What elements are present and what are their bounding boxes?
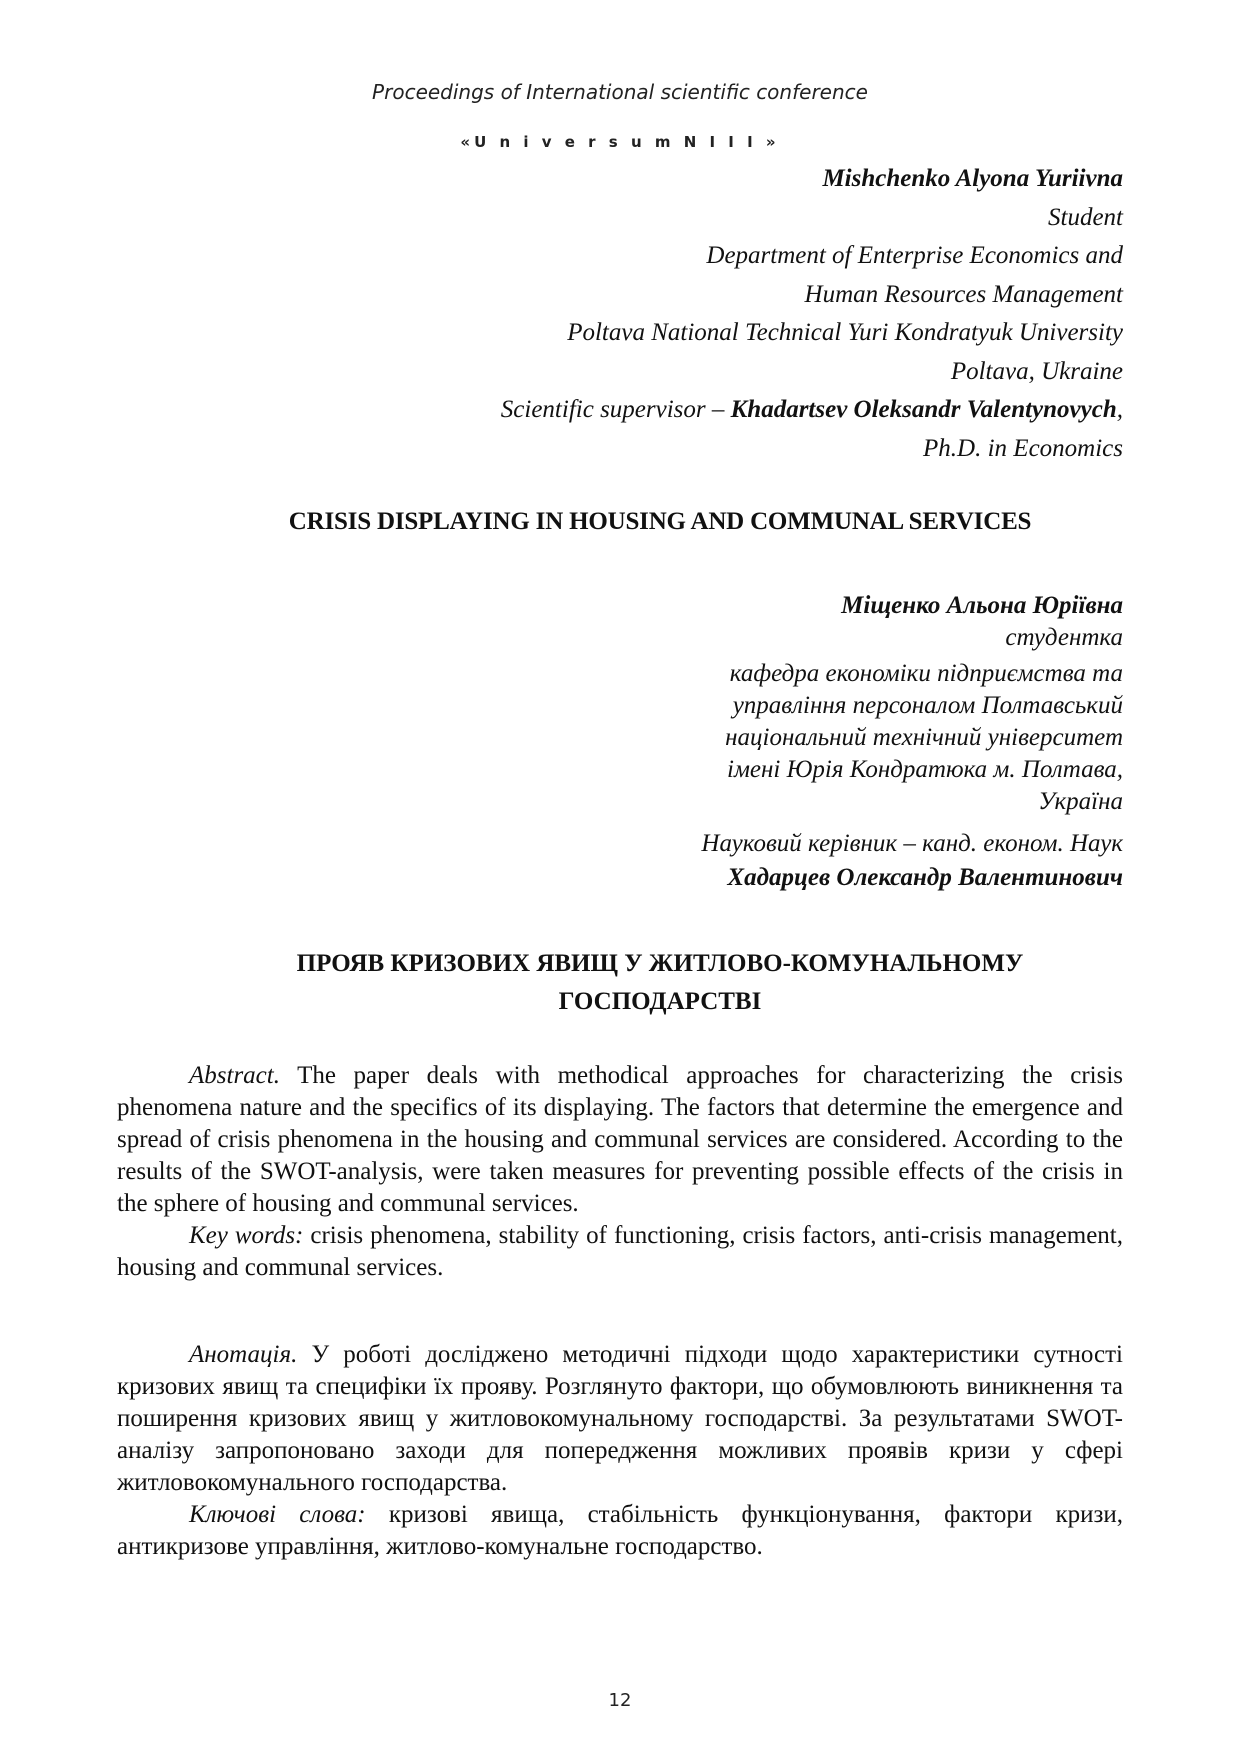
author-position-ua: студентка bbox=[1005, 624, 1123, 651]
page-number: 12 bbox=[608, 1690, 632, 1711]
affiliation-line1-ua: кафедра економіки підприємства та bbox=[729, 660, 1123, 687]
keywords-text-ua: кризові явища, стабільність функціонування, фактори кризи, антикризове управління, житлово-комунальне господарство. bbox=[117, 1501, 1123, 1560]
author-block-ua bbox=[633, 590, 1123, 895]
affiliation-line3-ua: національний технічний університет bbox=[725, 724, 1123, 751]
author-department-line1-en: Department of Enterprise Economics and bbox=[706, 242, 1123, 269]
conference-name: «U n i v e r s u m N I I I » bbox=[460, 133, 780, 151]
supervisor-name-ua: Хадарцев Олександр Валентинович bbox=[727, 864, 1123, 891]
abstract-en bbox=[117, 1060, 1123, 1284]
supervisor-name-en: Khadartsev Oleksandr Valentynovych bbox=[730, 396, 1117, 423]
paper-title-en: CRISIS DISPLAYING IN HOUSING AND COMMUNAL SERVICES bbox=[288, 508, 1032, 535]
affiliation-line4-ua: імені Юрія Кондратюка м. Полтава, bbox=[727, 756, 1123, 783]
supervisor-suffix-en: , bbox=[1116, 396, 1123, 423]
author-affiliation-ua bbox=[633, 658, 1123, 818]
author-department-line2-en: Human Resources Management bbox=[804, 280, 1123, 308]
title-ua-line2: ГОСПОДАРСТВІ bbox=[558, 988, 762, 1015]
keywords-label-ua: Ключові слова: bbox=[189, 1501, 366, 1528]
keywords-text-en: crisis phenomena, stability of functioning, crisis factors, anti-crisis management, housing and communal services. bbox=[117, 1222, 1123, 1281]
abstract-ua bbox=[117, 1339, 1123, 1563]
supervisor-line-en bbox=[501, 391, 1123, 430]
running-head: Proceedings of International scientific conference bbox=[372, 80, 868, 104]
author-name-en: Mishchenko Alyona Yuriivna bbox=[822, 165, 1123, 192]
paper-title-ua bbox=[117, 945, 1123, 1021]
supervisor-block-ua bbox=[633, 827, 1123, 895]
abstract-label-en: Abstract. bbox=[189, 1062, 280, 1089]
author-location-en: Poltava, Ukraine bbox=[950, 357, 1123, 385]
abstract-text-en: The paper deals with methodical approaches for characterizing the crisis phenomena nature and the specifics of its displaying. The factors that determine the emergence and spread of crisis phenomena in the housing and communal services are considered. According to the results of the SWOT-analysis, were taken measures for preventing possible effects of the crisis in the sphere of housing and communal services. bbox=[117, 1062, 1123, 1217]
supervisor-prefix-en: Scientific supervisor – bbox=[500, 396, 731, 423]
keywords-label-en: Key words: bbox=[189, 1222, 304, 1249]
author-position-en: Student bbox=[1048, 203, 1123, 231]
abstract-label-ua: Анотація. bbox=[189, 1341, 298, 1368]
supervisor-degree-en: Ph.D. in Economics bbox=[923, 434, 1123, 462]
affiliation-line5-ua: Україна bbox=[1038, 788, 1123, 815]
author-university-en: Poltava National Technical Yuri Kondratyuk University bbox=[567, 319, 1123, 346]
author-block-en bbox=[501, 160, 1123, 468]
affiliation-line2-ua: управління персоналом Полтавський bbox=[732, 692, 1123, 719]
supervisor-line-ua: Науковий керівник – канд. економ. Наук bbox=[701, 830, 1123, 857]
author-name-ua: Міщенко Альона Юріївна bbox=[841, 592, 1123, 619]
title-ua-line1: ПРОЯВ КРИЗОВИХ ЯВИЩ У ЖИТЛОВО-КОМУНАЛЬНОМУ bbox=[296, 950, 1024, 977]
abstract-text-ua: У роботі досліджено методичні підходи щодо характеристики сутності кризових явищ та специфіки їх прояву. Розглянуто фактори, що обумовлюють виникнення та поширення кризових явищ у житловокомунальному господарстві. За результатами SWOT-аналізу запропоновано заходи для попередження можливих проявів кризи у сфері житловокомунального господарства. bbox=[117, 1341, 1123, 1496]
